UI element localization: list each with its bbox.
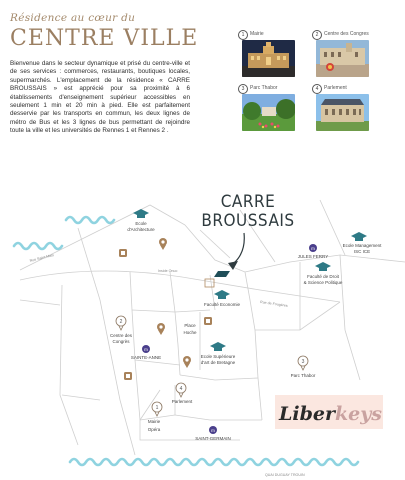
script-title: Résidence au cœur du bbox=[10, 12, 136, 24]
school-label-droit-2: & Science Politique bbox=[303, 280, 343, 285]
school-icon-art bbox=[210, 342, 226, 351]
place-label-congres-1: Centre des bbox=[109, 333, 133, 338]
school-icon-architecture bbox=[133, 209, 149, 218]
school-icon-management bbox=[351, 232, 367, 241]
photo-number-4: 4 bbox=[312, 84, 322, 94]
svg-text:m: m bbox=[211, 428, 215, 433]
street-label-right: Rue de Fougères bbox=[259, 300, 288, 308]
shop-icon-2 bbox=[204, 317, 212, 325]
school-label-management-1: Ecole Management bbox=[342, 243, 382, 248]
metro-label-sainte-anne: SAINTE-ANNE bbox=[130, 355, 162, 360]
intro-paragraph: Bienvenue dans le secteur dynamique et prisé du centre-ville et de ses services : commerces, restaurants, boutiques locales, supermarchés. L'emplacement de la résidence « CARRE BROUSSAIS » est apprécié pour sa proximité à 6 établissements d'enseignement supérieur accessibles en seulement 1 min et 20 min à pied. Elle est parfaitement desservie par les transports en commun, les deux lignes de métro de Bus et les 3 lignes de bus permettant de rejoindre toute la ville et les universités de Rennes 1 et Rennes 2 . bbox=[10, 60, 190, 135]
photo-label-thabor: Parc Thabor bbox=[250, 85, 278, 91]
pin-number-1: 1 bbox=[155, 405, 159, 411]
residence-title-line1: CARRE bbox=[220, 192, 276, 212]
photo-label-congres: Centre des Congres bbox=[324, 31, 369, 37]
water-waves-bottom bbox=[70, 459, 358, 465]
school-label-management-2: ISC ICE bbox=[353, 249, 371, 254]
logo-text-keys: keys bbox=[334, 403, 382, 425]
place-label-parlement: Parlement bbox=[171, 399, 193, 404]
svg-text:Liberkeys bbox=[278, 403, 382, 425]
school-label-droit-1: Faculté de Droit bbox=[307, 274, 339, 279]
metro-icon-sainte-anne bbox=[142, 345, 150, 353]
school-label-economie: Faculté Economie bbox=[203, 302, 241, 307]
residence-title-line2: BROUSSAIS bbox=[201, 211, 295, 231]
place-label-opera: Opéra bbox=[147, 427, 161, 432]
shop-icon-1 bbox=[119, 249, 127, 257]
photo-number-1: 1 bbox=[238, 30, 248, 40]
pin-number-4: 4 bbox=[179, 386, 183, 392]
page-title: CENTRE VILLE bbox=[10, 26, 199, 51]
amenity-pin-2 bbox=[157, 323, 165, 335]
water-waves-top bbox=[14, 217, 114, 249]
photo-label-mairie: Mairie bbox=[250, 31, 264, 37]
school-label-architecture-2: d'Architecture bbox=[127, 227, 155, 232]
metro-label-jules-ferry: JULES FERRY bbox=[297, 254, 329, 259]
logo-text-liber: Liber bbox=[279, 403, 335, 425]
street-label-quai: QUAI DUGUAY TROUIN bbox=[265, 473, 305, 477]
metro-icon-jules-ferry bbox=[309, 244, 317, 252]
svg-text:m: m bbox=[144, 347, 148, 352]
street-label-left: Rue Saint-Malo bbox=[29, 253, 55, 263]
school-label-art-1: Ecole Supérieure bbox=[200, 354, 236, 359]
school-icon-economie bbox=[214, 290, 230, 299]
place-label-hoche-2: Hoche bbox=[183, 330, 197, 335]
pin-number-2: 2 bbox=[119, 319, 123, 325]
place-label-thabor: Parc Thabor bbox=[290, 373, 316, 378]
photo-number-2: 2 bbox=[312, 30, 322, 40]
school-label-art-2: d'art de Bretagne bbox=[200, 360, 236, 365]
metro-icon-saint-germain bbox=[209, 426, 217, 434]
street-label-mid: Inside Onuo bbox=[158, 269, 178, 273]
liberkeys-logo bbox=[275, 395, 383, 429]
place-label-congres-2: Congrès bbox=[112, 339, 130, 344]
school-label-architecture-1: Ecole bbox=[135, 221, 147, 226]
amenity-pin-3 bbox=[183, 356, 191, 368]
school-icon-droit bbox=[315, 262, 331, 271]
metro-label-saint-germain: SAINT-GERMAIN bbox=[195, 436, 231, 441]
photo-label-parlement: Parlement bbox=[324, 85, 347, 91]
place-label-hoche-1: Place bbox=[184, 323, 196, 328]
residence-arrow-icon bbox=[228, 233, 244, 270]
svg-text:m: m bbox=[311, 246, 315, 251]
shop-icon-3 bbox=[124, 372, 132, 380]
pin-number-3: 3 bbox=[301, 359, 305, 365]
amenity-pin-1 bbox=[159, 238, 167, 250]
photo-number-3: 3 bbox=[238, 84, 248, 94]
place-label-mairie: Mairie bbox=[147, 419, 161, 424]
